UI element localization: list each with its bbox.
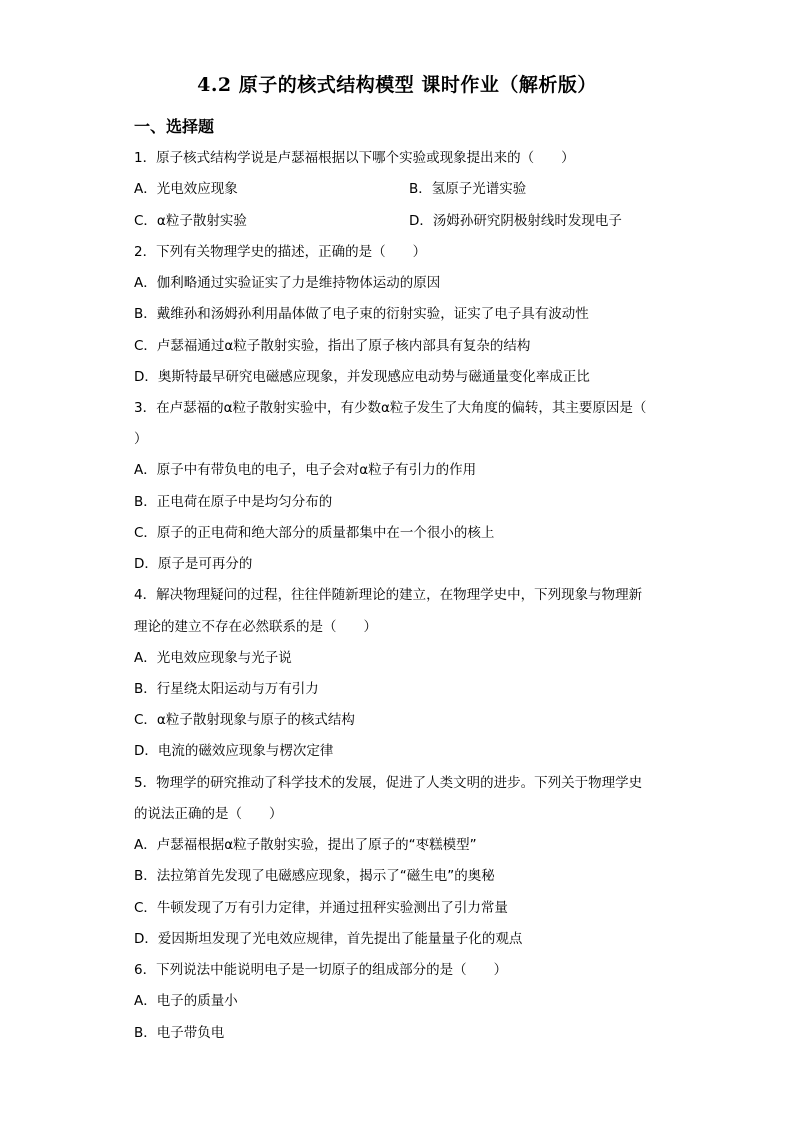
document-title: 4.2 原子的核式结构模型 课时作业（解析版） xyxy=(197,74,597,96)
section-heading: 一、选择题 xyxy=(134,117,215,136)
q5-option-b: B．法拉第首先发现了电磁感应现象，揭示了“磁生电”的奥秘 xyxy=(134,868,495,884)
q3-stem-line1: 3．在卢瑟福的α粒子散射实验中，有少数α粒子发生了大角度的偏转，其主要原因是（ xyxy=(134,400,647,416)
q1-option-d: D．汤姆孙研究阴极射线时发现电子 xyxy=(409,213,622,229)
q2-option-b: B．戴维孙和汤姆孙利用晶体做了电子束的衍射实验，证实了电子具有波动性 xyxy=(134,306,589,322)
q1-option-c: C．α粒子散射实验 xyxy=(134,213,247,229)
q2-option-c: C．卢瑟福通过α粒子散射实验，指出了原子核内部具有复杂的结构 xyxy=(134,338,531,354)
q4-option-b: B．行星绕太阳运动与万有引力 xyxy=(134,681,319,697)
q2-option-a: A．伽利略通过实验证实了力是维持物体运动的原因 xyxy=(134,275,441,291)
q1-option-a: A．光电效应现象 xyxy=(134,181,238,197)
q3-option-b: B．正电荷在原子中是均匀分布的 xyxy=(134,494,333,510)
q2-option-d: D．奥斯特最早研究电磁感应现象，并发现感应电动势与磁通量变化率成正比 xyxy=(134,369,590,385)
q1-stem: 1．原子核式结构学说是卢瑟福根据以下哪个实验或现象提出来的（ ） xyxy=(134,150,575,166)
q5-stem-line2: 的说法正确的是（ ） xyxy=(134,806,283,822)
q6-stem: 6．下列说法中能说明电子是一切原子的组成部分的是（ ） xyxy=(134,962,508,978)
q5-option-a: A．卢瑟福根据α粒子散射实验，提出了原子的“枣糕模型” xyxy=(134,837,477,853)
q3-option-a: A．原子中有带负电的电子，电子会对α粒子有引力的作用 xyxy=(134,462,477,478)
q6-option-a: A．电子的质量小 xyxy=(134,993,238,1009)
q1-option-b: B．氢原子光谱实验 xyxy=(409,181,527,197)
q3-option-c: C．原子的正电荷和绝大部分的质量都集中在一个很小的核上 xyxy=(134,525,495,541)
q4-option-d: D．电流的磁效应现象与楞次定律 xyxy=(134,743,334,759)
q4-option-c: C．α粒子散射现象与原子的核式结构 xyxy=(134,712,355,728)
q4-stem-line1: 4．解决物理疑问的过程，往往伴随新理论的建立，在物理学史中，下列现象与物理新 xyxy=(134,587,643,603)
q2-stem: 2．下列有关物理学史的描述，正确的是（ ） xyxy=(134,244,427,260)
q5-stem-line1: 5．物理学的研究推动了科学技术的发展，促进了人类文明的进步。下列关于物理学史 xyxy=(134,775,643,791)
q4-option-a: A．光电效应现象与光子说 xyxy=(134,650,292,666)
q5-option-c: C．牛顿发现了万有引力定律，并通过扭秤实验测出了引力常量 xyxy=(134,900,508,916)
q4-stem-line2: 理论的建立不存在必然联系的是（ ） xyxy=(134,619,377,635)
q6-option-b: B．电子带负电 xyxy=(134,1025,225,1041)
q5-option-d: D．爱因斯坦发现了光电效应规律，首先提出了能量量子化的观点 xyxy=(134,931,523,947)
q3-option-d: D．原子是可再分的 xyxy=(134,556,253,572)
q3-stem-line2: ） xyxy=(134,431,148,447)
